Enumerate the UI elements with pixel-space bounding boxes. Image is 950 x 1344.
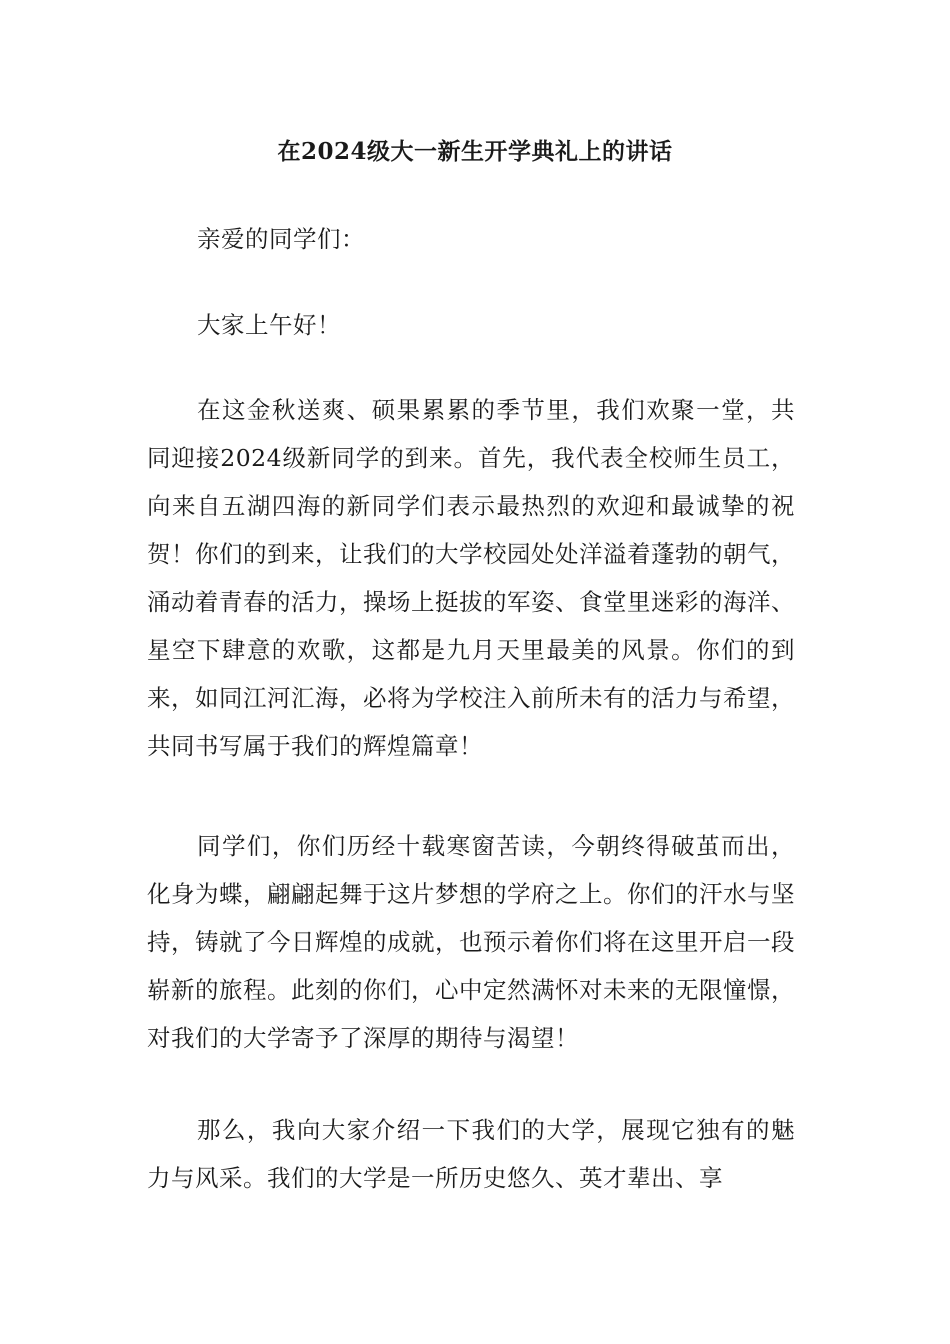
paragraph-students: 同学们，你们历经十载寒窗苦读，今朝终得破茧而出，化身为蝶，翩翩起舞于这片梦想的学府之上。你们的汗水与坚持，铸就了今日辉煌的成就，也预示着你们将在这里开启一段崭新的旅程。此刻的你们，心中定然满怀对未来的无限憧憬，对我们的大学寄予了深厚的期待与渴望！: [147, 832, 795, 1052]
paragraph-salutation: 亲爱的同学们：: [197, 225, 365, 253]
paragraph-welcome: 在这金秋送爽、硕果累累的季节里，我们欢聚一堂，共同迎接2024级新同学的到来。首先，我代表全校师生员工，向来自五湖四海的新同学们表示最热烈的欢迎和最诚挚的祝贺！你们的到来，让我们的大学校园处处洋溢着蓬勃的朝气，涌动着青春的活力，操场上挺拔的军姿、食堂里迷彩的海洋、星空下肆意的欢歌，这都是九月天里最美的风景。你们的到来，如同江河汇海，必将为学校注入前所未有的活力与希望，共同书写属于我们的辉煌篇章！: [147, 396, 795, 760]
paragraph-university-intro: 那么，我向大家介绍一下我们的大学，展现它独有的魅力与风采。我们的大学是一所历史悠久、英才辈出、享: [147, 1116, 795, 1192]
paragraph-greeting: 大家上午好！: [197, 311, 341, 339]
document-title: 在2024级大一新生开学典礼上的讲话: [277, 138, 673, 165]
